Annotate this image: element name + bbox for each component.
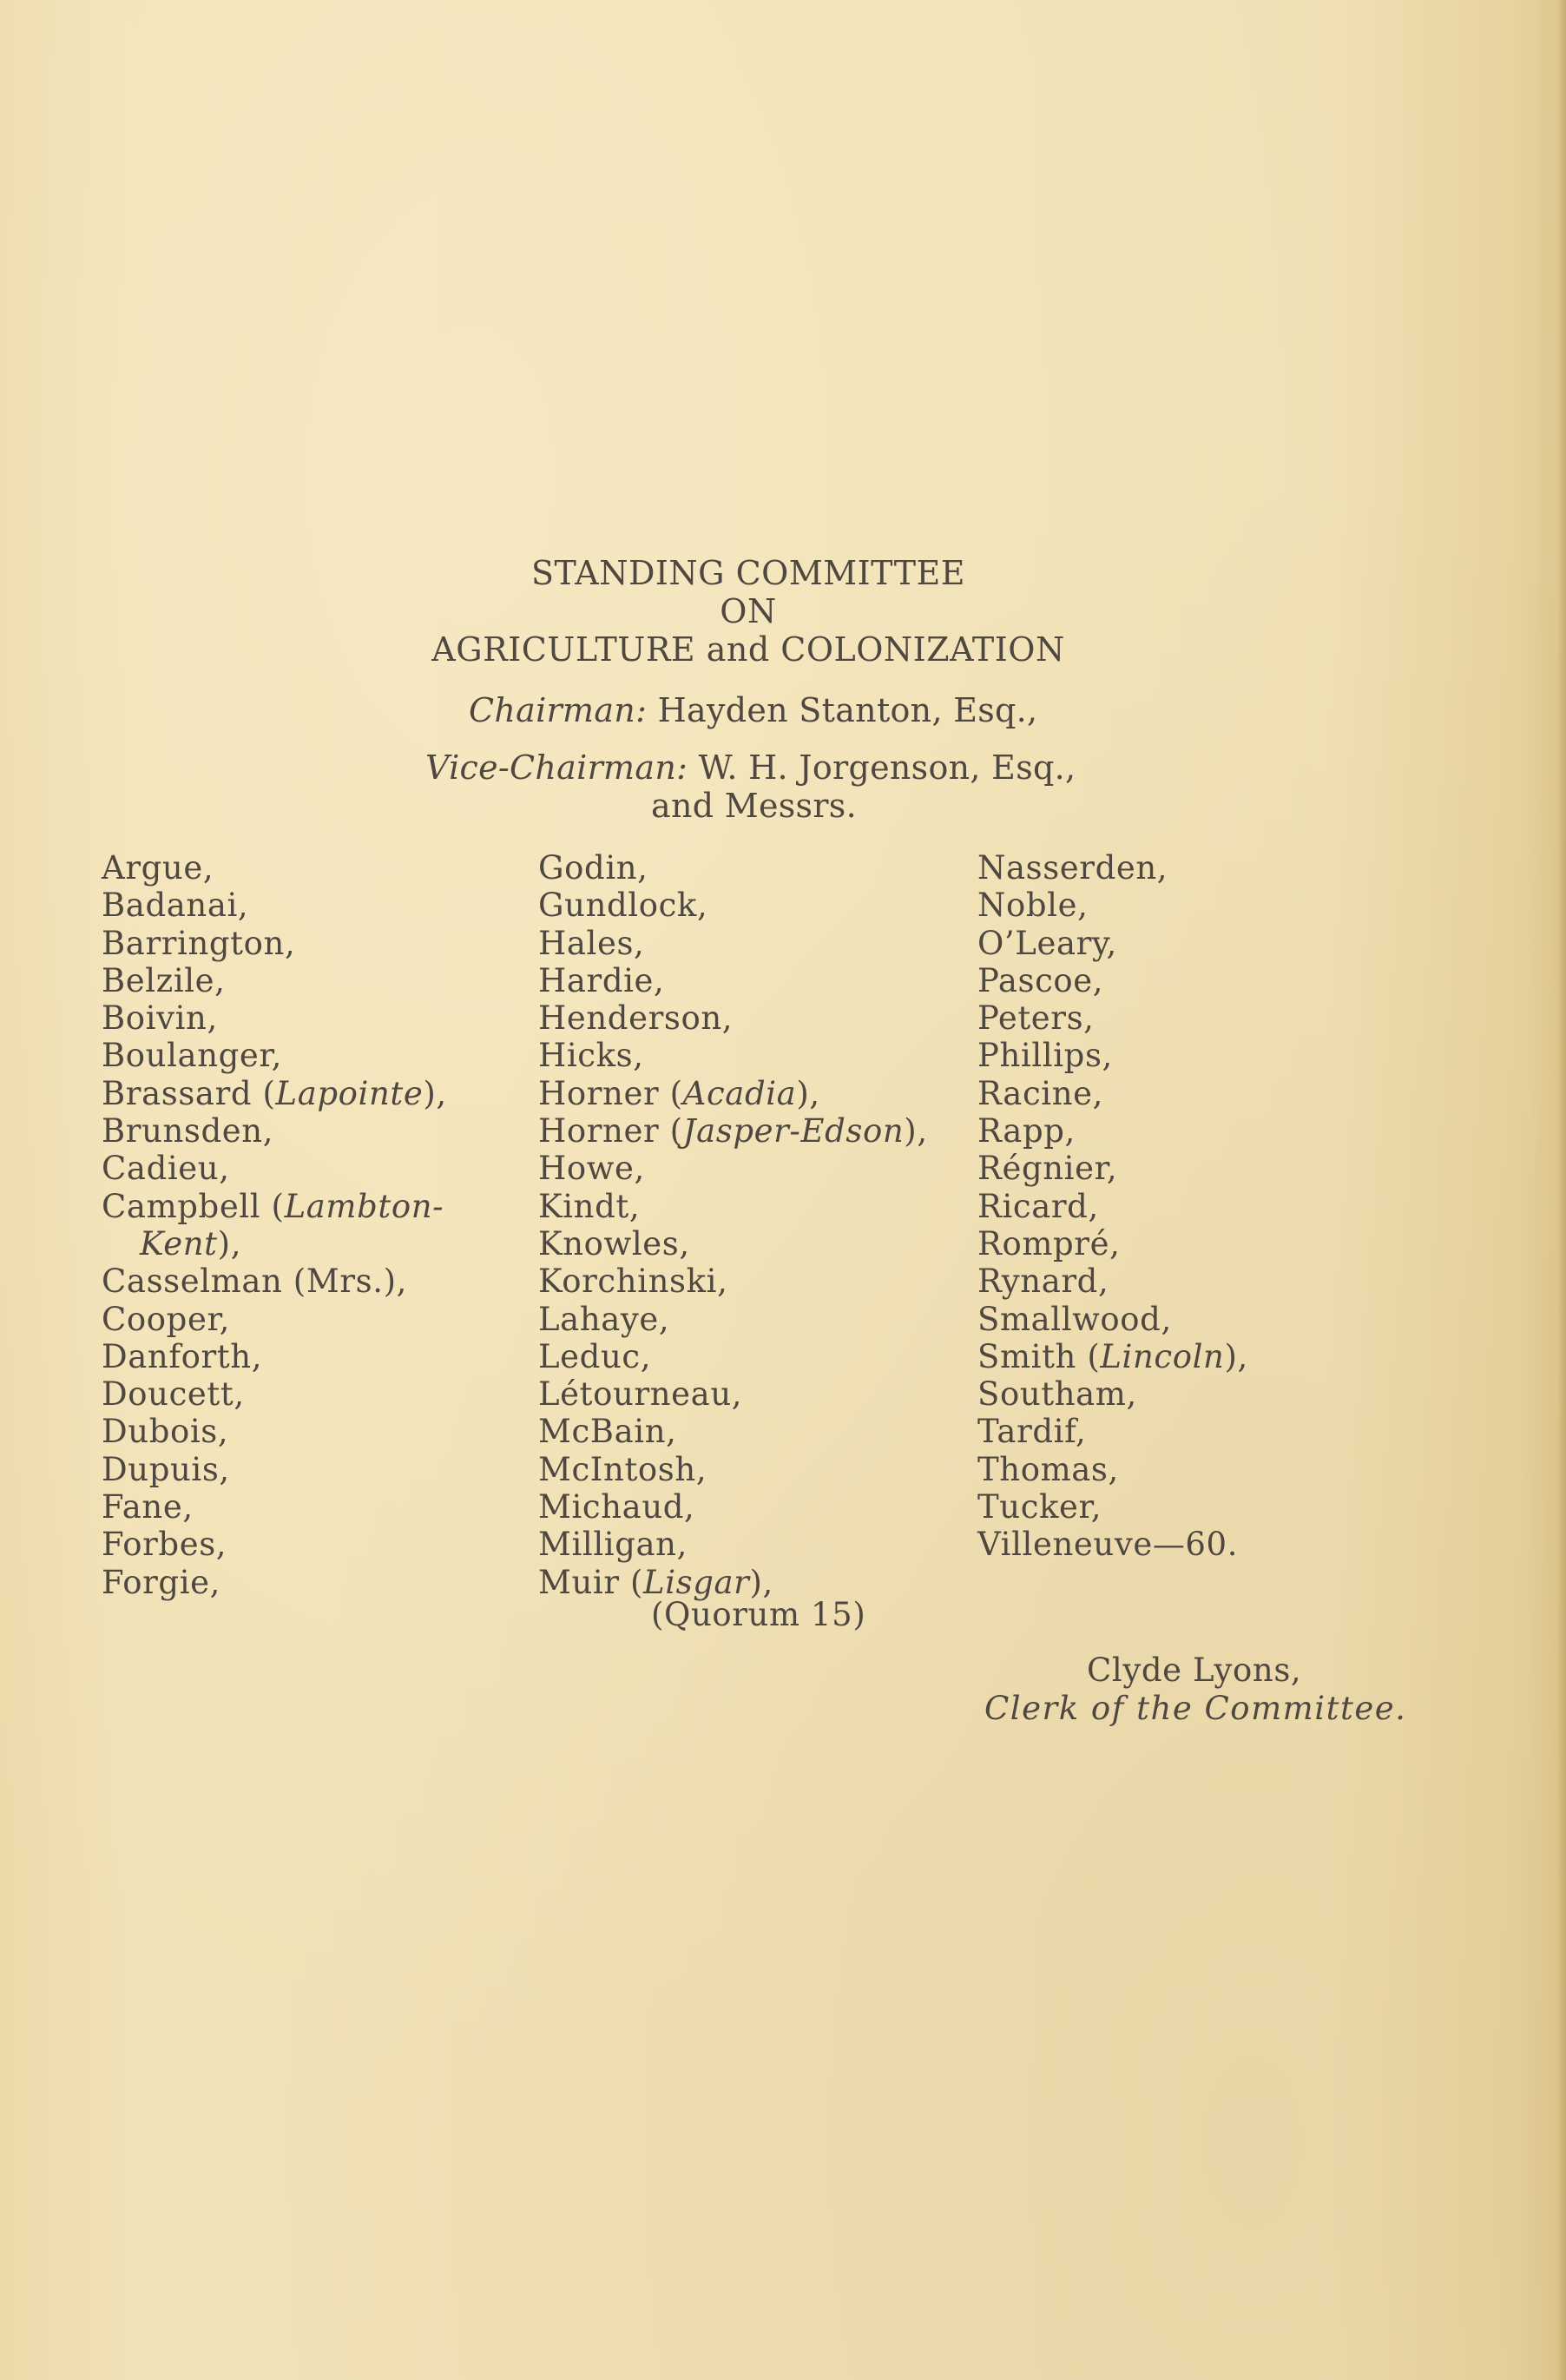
member-entry	[977, 849, 1248, 887]
member-name: Boulanger,	[102, 1037, 282, 1075]
member-entry	[538, 925, 928, 962]
member-name: Danforth,	[102, 1337, 263, 1375]
member-entry	[977, 999, 1248, 1037]
committee-title-on: ON	[720, 592, 777, 630]
member-name: Phillips,	[977, 1037, 1113, 1075]
member-name: Rompré,	[977, 1224, 1121, 1263]
member-entry	[102, 1075, 447, 1112]
member-entry	[538, 1037, 928, 1074]
member-name: Campbell (	[102, 1187, 285, 1225]
member-entry	[977, 1338, 1248, 1375]
member-entry	[102, 1188, 447, 1225]
member-riding: Jasper-Edson	[682, 1112, 905, 1150]
member-name: Korchinski,	[538, 1263, 728, 1301]
member-name: Smallwood,	[977, 1300, 1172, 1338]
member-riding-suffix: ),	[217, 1224, 242, 1263]
member-name: Pascoe,	[977, 961, 1104, 999]
member-name: Forgie,	[102, 1563, 220, 1601]
member-name: McBain,	[538, 1413, 677, 1451]
member-entry	[977, 925, 1248, 962]
member-name: Knowles,	[538, 1224, 690, 1263]
member-name: Peters,	[977, 999, 1095, 1038]
member-entry	[977, 1075, 1248, 1112]
members-column-1	[102, 849, 447, 1601]
member-name: Argue,	[102, 849, 214, 887]
member-name: Doucett,	[102, 1375, 245, 1414]
member-name: Godin,	[538, 849, 648, 887]
member-riding-suffix: ),	[423, 1074, 447, 1112]
member-entry	[538, 962, 928, 999]
member-name: Dupuis,	[102, 1450, 230, 1488]
member-entry	[538, 1526, 928, 1563]
member-name: Régnier,	[977, 1150, 1118, 1188]
member-name: Kindt,	[538, 1187, 641, 1225]
member-entry	[977, 1188, 1248, 1225]
member-name: Gundlock,	[538, 887, 708, 925]
member-entry	[977, 1037, 1248, 1074]
members-column-2	[538, 849, 928, 1601]
member-entry	[977, 1488, 1248, 1526]
member-entry	[538, 1451, 928, 1488]
member-entry	[102, 962, 447, 999]
chairman-role: Chairman:	[469, 691, 648, 729]
member-entry	[977, 962, 1248, 999]
member-name: Howe,	[538, 1150, 645, 1188]
member-riding: Lapointe	[275, 1074, 424, 1112]
member-entry	[102, 1451, 447, 1488]
member-entry	[102, 1037, 447, 1074]
member-entry	[977, 1225, 1248, 1263]
member-entry	[538, 1338, 928, 1375]
member-entry	[102, 1526, 447, 1563]
member-name: McIntosh,	[538, 1450, 707, 1488]
member-entry	[102, 1413, 447, 1450]
member-name: Villeneuve—60.	[977, 1526, 1239, 1564]
member-name: Forbes,	[102, 1526, 227, 1564]
vice-chairman-role: Vice-Chairman:	[425, 748, 688, 787]
member-name: Hales,	[538, 924, 645, 962]
member-name: Nasserden,	[977, 849, 1168, 887]
member-name: Belzile,	[102, 961, 226, 999]
committee-title: STANDING COMMITTEE	[530, 554, 966, 592]
member-entry	[538, 1375, 928, 1413]
member-name: Tardif,	[977, 1413, 1087, 1451]
member-name: Henderson,	[538, 999, 734, 1038]
member-name: Rapp,	[977, 1112, 1076, 1150]
member-entry	[977, 1150, 1248, 1187]
member-riding-suffix: ),	[796, 1074, 820, 1112]
member-riding-suffix: ),	[1224, 1337, 1248, 1375]
member-entry	[538, 1225, 928, 1263]
clerk-name: Clyde Lyons,	[1087, 1651, 1302, 1689]
member-entry	[102, 1112, 447, 1150]
member-name: Brassard (	[102, 1074, 276, 1112]
member-entry	[102, 1488, 447, 1526]
member-entry	[538, 999, 928, 1037]
member-name: Badanai,	[102, 887, 249, 925]
member-name: Horner (	[538, 1074, 683, 1112]
member-name: Lahaye,	[538, 1300, 670, 1338]
member-entry	[102, 887, 447, 924]
member-entry	[977, 1375, 1248, 1413]
member-name: Horner (	[538, 1112, 683, 1150]
member-name: Fane,	[102, 1488, 194, 1526]
member-entry	[538, 1263, 928, 1300]
member-name: Milligan,	[538, 1526, 688, 1564]
member-entry	[538, 887, 928, 924]
member-riding-suffix: ),	[749, 1563, 773, 1601]
quorum-note: (Quorum 15)	[651, 1596, 866, 1633]
member-name: Cadieu,	[102, 1150, 230, 1188]
member-entry	[977, 887, 1248, 924]
member-name: Noble,	[977, 887, 1089, 925]
member-name: Cooper,	[102, 1300, 231, 1338]
member-riding-suffix: ),	[904, 1112, 928, 1150]
member-entry	[102, 1263, 447, 1300]
member-entry	[977, 1263, 1248, 1300]
member-name: Hardie,	[538, 961, 665, 999]
member-name: Muir (	[538, 1563, 644, 1601]
member-name: Brunsden,	[102, 1112, 274, 1150]
member-name: Smith (	[977, 1337, 1101, 1375]
member-name: Rynard,	[977, 1263, 1109, 1301]
member-name: Casselman (Mrs.),	[102, 1263, 407, 1301]
member-name: Dubois,	[102, 1413, 229, 1451]
member-name: Thomas,	[977, 1450, 1119, 1488]
member-entry	[538, 1413, 928, 1450]
member-name: Michaud,	[538, 1488, 695, 1526]
chairman-name: Hayden Stanton, Esq.,	[657, 691, 1038, 729]
page-edge-shadow	[1557, 0, 1566, 2380]
clerk-title: Clerk of the Committee.	[984, 1690, 1407, 1727]
chairman-line	[469, 691, 1037, 729]
member-entry	[102, 1375, 447, 1413]
committee-subject: AGRICULTURE and COLONIZATION	[431, 630, 1065, 669]
member-name: Southam,	[977, 1375, 1137, 1414]
member-name: Barrington,	[102, 924, 296, 962]
member-entry	[977, 1413, 1248, 1450]
member-name: Leduc,	[538, 1337, 652, 1375]
vice-chairman-line	[425, 748, 1076, 787]
member-entry	[538, 1075, 928, 1112]
member-riding: Lisgar	[643, 1563, 750, 1601]
and-messrs: and Messrs.	[651, 787, 857, 825]
member-riding: Acadia	[682, 1074, 797, 1112]
member-entry	[977, 1112, 1248, 1150]
vice-chairman-name: W. H. Jorgenson, Esq.,	[698, 748, 1076, 787]
member-name: Racine,	[977, 1074, 1104, 1112]
member-name: Boivin,	[102, 999, 218, 1038]
member-entry	[102, 1301, 447, 1338]
member-entry	[102, 1564, 447, 1601]
member-name: Tucker,	[977, 1488, 1102, 1526]
member-riding: Lambton-	[284, 1187, 444, 1225]
member-name: Hicks,	[538, 1037, 644, 1075]
member-entry	[538, 1150, 928, 1187]
member-entry	[102, 925, 447, 962]
member-riding: Kent	[140, 1224, 218, 1263]
member-entry	[538, 1301, 928, 1338]
member-entry	[977, 1526, 1248, 1563]
member-name: Ricard,	[977, 1187, 1099, 1225]
member-entry	[977, 1301, 1248, 1338]
member-name: Létourneau,	[538, 1375, 743, 1414]
member-riding: Lincoln	[1100, 1337, 1225, 1375]
member-entry	[538, 1188, 928, 1225]
member-entry	[538, 1488, 928, 1526]
members-column-3	[977, 849, 1248, 1564]
member-entry	[102, 999, 447, 1037]
member-entry	[538, 1112, 928, 1150]
member-name: O’Leary,	[977, 924, 1117, 962]
member-entry	[102, 1150, 447, 1187]
member-entry	[538, 849, 928, 887]
member-entry	[102, 1338, 447, 1375]
member-entry	[977, 1451, 1248, 1488]
member-entry	[102, 1225, 447, 1263]
member-entry	[102, 849, 447, 887]
